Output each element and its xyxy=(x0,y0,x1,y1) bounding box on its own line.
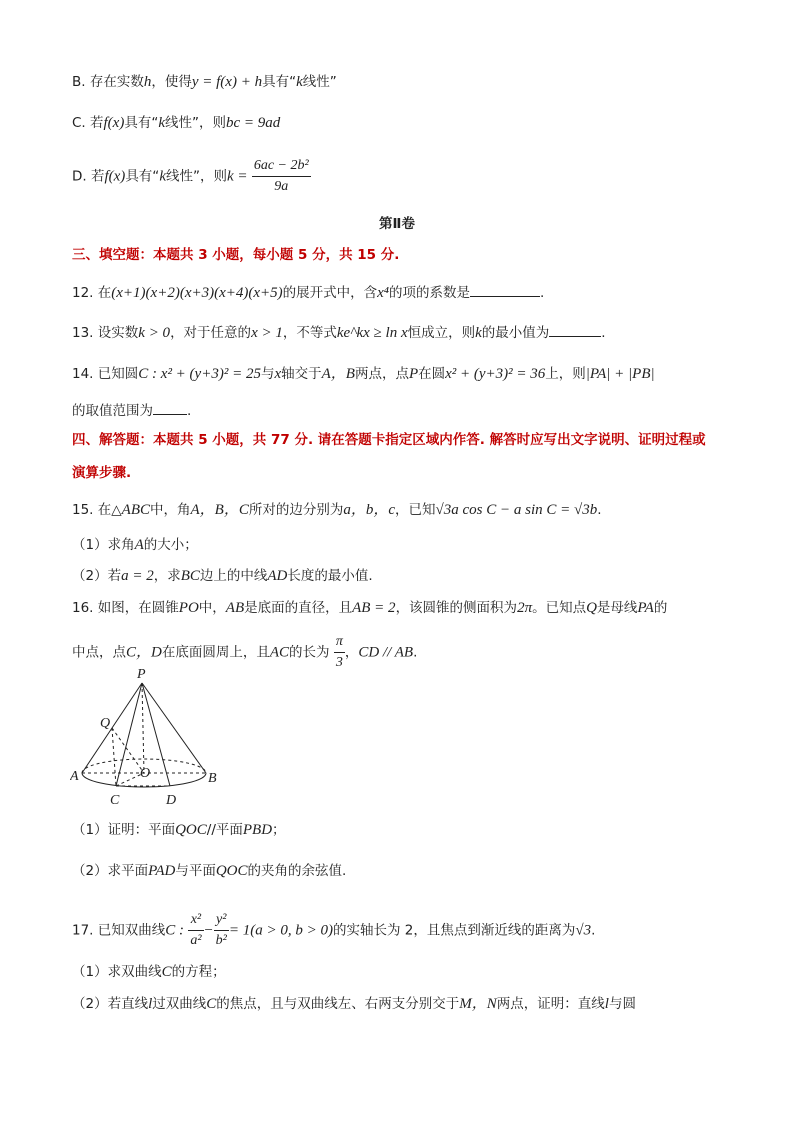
text: 的项的系数是 xyxy=(389,285,471,301)
text: . xyxy=(187,403,192,419)
numerator: π xyxy=(334,632,345,653)
text: 具有“ xyxy=(262,74,297,90)
text: 上，则 xyxy=(545,366,586,382)
label-o: O xyxy=(140,766,151,781)
question-number: 17. xyxy=(72,922,94,939)
text: . xyxy=(413,644,418,661)
math: 2π xyxy=(517,600,533,616)
text: 若 xyxy=(90,115,104,131)
text: 中，角 xyxy=(150,502,191,518)
math: AD xyxy=(267,568,288,584)
text: （2）若 xyxy=(72,568,122,584)
math: h xyxy=(143,74,152,90)
text: 具有“ xyxy=(124,115,159,131)
denominator: 3 xyxy=(335,655,343,670)
text: 的方程； xyxy=(171,964,226,980)
text: 是母线 xyxy=(596,600,638,616)
text: （2）求平面 xyxy=(72,863,149,879)
math: C xyxy=(161,964,172,980)
line-pc xyxy=(116,683,142,786)
text: ，不等式 xyxy=(282,325,337,341)
text: 与圆 xyxy=(608,996,636,1012)
text: ，求 xyxy=(153,568,181,584)
text: 所对的边分别为 xyxy=(248,502,344,518)
text: 中点，点 xyxy=(72,644,126,661)
text: 与 xyxy=(260,366,275,382)
text: 的大小； xyxy=(143,537,198,553)
math: ABC xyxy=(121,502,151,518)
label-d: D xyxy=(166,793,177,808)
text: . xyxy=(601,325,606,341)
label-b: B xyxy=(208,771,217,786)
text: 是底面的直径，且 xyxy=(244,600,353,616)
math: = 1(a > 0, b > 0) xyxy=(228,922,333,939)
question-17-part1 xyxy=(72,962,226,982)
text: . xyxy=(591,922,596,939)
numerator: 6ac − 2b² xyxy=(252,156,311,177)
math: P xyxy=(408,366,419,382)
text: 两点，证明：直线 xyxy=(496,996,605,1012)
numerator: y² xyxy=(214,910,229,931)
numerator: x² xyxy=(188,910,203,931)
math: k xyxy=(296,74,303,90)
option-d xyxy=(72,156,311,197)
math: x xyxy=(274,366,282,382)
option-label: B. xyxy=(72,74,86,90)
math: PO xyxy=(178,600,199,616)
text: 与平面 xyxy=(175,863,216,879)
denominator: a² xyxy=(190,933,202,948)
text: 。已知点 xyxy=(532,600,587,616)
denominator: 9a xyxy=(274,179,289,194)
question-17 xyxy=(72,910,595,951)
text: 线性”，则 xyxy=(165,168,227,185)
question-12 xyxy=(72,282,544,303)
text: 的 xyxy=(653,600,668,616)
question-13 xyxy=(72,322,606,343)
math: PAD xyxy=(148,863,176,879)
math: √3a cos C − a sin C = √3b xyxy=(435,502,598,518)
math: − xyxy=(203,922,214,939)
text: . xyxy=(597,502,602,518)
text: （1）求角 xyxy=(72,537,135,553)
question-15 xyxy=(72,500,602,520)
math: k xyxy=(158,115,166,131)
fraction xyxy=(214,910,229,951)
option-label: D. xyxy=(72,168,87,185)
text: . xyxy=(540,285,545,301)
question-14-line2 xyxy=(72,400,191,421)
denominator: b² xyxy=(215,933,227,948)
text: 的长为 xyxy=(289,644,330,661)
text: （2）若直线 xyxy=(72,996,149,1012)
math: f(x) xyxy=(104,168,126,185)
math: AB xyxy=(225,600,245,616)
text: 轴交于 xyxy=(281,366,322,382)
math: a，b，c xyxy=(343,502,396,518)
line-po xyxy=(142,683,144,773)
text: ； xyxy=(272,822,286,838)
math: C，D xyxy=(126,644,162,661)
text: ， xyxy=(344,644,359,661)
math: k xyxy=(475,325,482,341)
math: y = f(x) + h xyxy=(191,74,263,90)
question-16-part2 xyxy=(72,861,346,881)
text: 具有“ xyxy=(125,168,160,185)
math: M，N xyxy=(459,996,497,1012)
text: 在△ xyxy=(97,502,122,518)
text: 过双曲线 xyxy=(152,996,207,1012)
text: 的实轴长为 2，且焦点到渐近线的距离为 xyxy=(332,922,576,939)
text: ，该圆锥的侧面积为 xyxy=(395,600,518,616)
math: √3 xyxy=(575,922,592,939)
fraction xyxy=(334,632,345,673)
option-c xyxy=(72,113,280,133)
text: 已知双曲线 xyxy=(97,922,166,939)
text: （1）求双曲线 xyxy=(72,964,162,980)
question-14 xyxy=(72,364,655,384)
math: f(x) xyxy=(103,115,125,131)
math: x⁴ xyxy=(377,285,390,301)
text: 的最小值为 xyxy=(481,325,550,341)
math: PA xyxy=(637,600,654,616)
text: 在底面圆周上，且 xyxy=(161,644,270,661)
answer-blank[interactable] xyxy=(153,400,187,415)
math: C : xyxy=(165,922,185,939)
text: 的夹角的余弦值. xyxy=(247,863,347,879)
math: a = 2 xyxy=(121,568,154,584)
math: QOC xyxy=(175,822,207,838)
question-number: 15. xyxy=(72,502,94,518)
text: 存在实数 xyxy=(89,74,144,90)
text: 恒成立，则 xyxy=(407,325,476,341)
text: 的展开式中，含 xyxy=(282,285,378,301)
math: AC xyxy=(269,644,290,661)
answer-blank[interactable] xyxy=(470,282,540,297)
text: 若 xyxy=(90,168,105,185)
text: 在圆 xyxy=(418,366,446,382)
math: x² + (y+3)² = 36 xyxy=(445,366,546,382)
math: k = xyxy=(226,168,248,185)
math: Q xyxy=(586,600,597,616)
question-17-part2 xyxy=(72,994,636,1014)
math: C xyxy=(206,996,217,1012)
text: 线性” xyxy=(302,74,337,90)
text: 线性”，则 xyxy=(165,115,227,131)
question-number: 14. xyxy=(72,366,94,382)
text: 中， xyxy=(198,600,226,616)
text: 两点，点 xyxy=(354,366,409,382)
solve-header-cont: 演算步骤. xyxy=(72,465,132,481)
math: |PA| + |PB| xyxy=(585,366,655,382)
math: BC xyxy=(180,568,200,584)
math: bc = 9ad xyxy=(226,115,281,131)
text: （1）证明：平面 xyxy=(72,822,176,838)
text: ，已知 xyxy=(395,502,436,518)
cone-figure xyxy=(70,665,220,810)
label-c: C xyxy=(110,793,120,808)
answer-blank[interactable] xyxy=(549,322,601,337)
text: ，对于任意的 xyxy=(170,325,252,341)
math: A xyxy=(134,537,144,553)
question-15-part2 xyxy=(72,566,373,586)
question-number: 16. xyxy=(72,600,94,616)
text: ，使得 xyxy=(151,74,192,90)
math: (x+1)(x+2)(x+3)(x+4)(x+5) xyxy=(111,285,283,301)
label-a: A xyxy=(70,769,79,784)
text: 长度的最小值. xyxy=(287,568,373,584)
text: //平面 xyxy=(206,822,243,838)
question-16 xyxy=(72,598,667,618)
text: 设实数 xyxy=(97,325,139,341)
solve-header: 四、解答题：本题共 5 小题，共 77 分. 请在答题卡指定区域内作答. 解答时应写出文字说明、证明过程或 xyxy=(72,432,706,448)
label-q: Q xyxy=(100,716,111,731)
math: x > 1 xyxy=(251,325,283,341)
line-qc xyxy=(112,728,116,786)
label-p: P xyxy=(137,667,146,682)
question-15-part1 xyxy=(72,535,198,555)
math: AB = 2 xyxy=(352,600,396,616)
text: 边上的中线 xyxy=(199,568,268,584)
math: k xyxy=(159,168,166,185)
math: QOC xyxy=(215,863,248,879)
math: k > 0 xyxy=(138,325,171,341)
math: C : x² + (y+3)² = 25 xyxy=(138,366,261,382)
fill-in-header: 三、填空题：本题共 3 小题，每小题 5 分，共 15 分. xyxy=(72,247,400,263)
text: 已知圆 xyxy=(97,366,139,382)
math: CD // AB xyxy=(358,644,414,661)
text: 的焦点，且与双曲线左、右两支分别交于 xyxy=(216,996,460,1012)
section-title: 第Ⅱ卷 xyxy=(379,216,415,232)
question-number: 12. xyxy=(72,285,94,301)
text: 如图，在圆锥 xyxy=(97,600,179,616)
question-number: 13. xyxy=(72,325,94,341)
option-label: C. xyxy=(72,115,86,131)
math: PBD xyxy=(242,822,273,838)
fraction xyxy=(188,910,203,951)
question-16-part1 xyxy=(72,820,286,840)
math: l xyxy=(604,996,609,1012)
text: 在 xyxy=(97,285,112,301)
math: A，B，C xyxy=(190,502,249,518)
option-b xyxy=(72,72,337,92)
math: ke^kx ≥ ln x xyxy=(336,325,408,341)
math: l xyxy=(148,996,153,1012)
math: A，B xyxy=(321,366,355,382)
fraction xyxy=(252,156,311,197)
text: 的取值范围为 xyxy=(72,403,153,419)
